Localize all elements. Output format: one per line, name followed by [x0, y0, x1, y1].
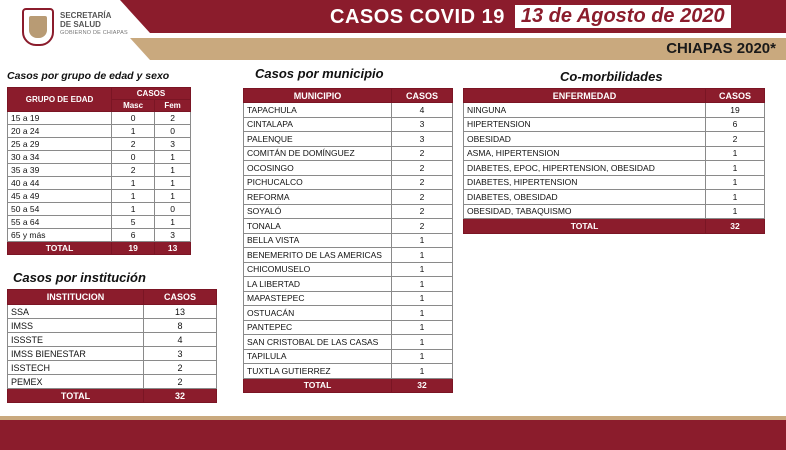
- cases-cell: 1: [392, 320, 453, 335]
- title-box: [330, 4, 731, 30]
- page-footer: [0, 420, 786, 450]
- cases-cell: 2: [392, 204, 453, 219]
- cases-cell: 4: [392, 103, 453, 118]
- total-row: [464, 219, 765, 234]
- total-masc: 19: [112, 242, 155, 255]
- page-header: [0, 0, 786, 40]
- municipality-name-cell: REFORMA: [244, 190, 392, 205]
- comorbidity-section-title: Co-morbilidades: [560, 69, 663, 84]
- table-row: [464, 161, 765, 176]
- table-row: [244, 262, 453, 277]
- table-row: [244, 132, 453, 147]
- fem-count-cell: 1: [155, 190, 191, 203]
- cases-cell: 1: [706, 190, 765, 205]
- institution-name-cell: SSA: [8, 305, 144, 319]
- comorbidity-table: [463, 88, 765, 234]
- fem-count-cell: 1: [155, 151, 191, 164]
- age-section-title: Casos por grupo de edad y sexo: [7, 70, 170, 82]
- cases-cell: 2: [392, 219, 453, 234]
- table-row: [8, 347, 217, 361]
- cases-cell: 2: [392, 146, 453, 161]
- disease-name-cell: HIPERTENSION: [464, 117, 706, 132]
- cases-cell: 19: [706, 103, 765, 118]
- cases-cell: 1: [392, 306, 453, 321]
- fem-count-cell: 1: [155, 177, 191, 190]
- municipality-name-cell: SAN CRISTOBAL DE LAS CASAS: [244, 335, 392, 350]
- cases-cell: 1: [392, 248, 453, 263]
- fem-header: Fem: [155, 100, 191, 112]
- masc-count-cell: 1: [112, 177, 155, 190]
- institution-table: [7, 289, 217, 403]
- total-row: [244, 378, 453, 393]
- cases-cell: 2: [392, 175, 453, 190]
- cases-cell: 1: [392, 277, 453, 292]
- table-row: [464, 103, 765, 118]
- municipality-name-cell: PANTEPEC: [244, 320, 392, 335]
- cases-cell: 1: [392, 349, 453, 364]
- age-group-cell: 30 a 34: [8, 151, 112, 164]
- institution-name-cell: PEMEX: [8, 375, 144, 389]
- table-row: [244, 103, 453, 118]
- table-row: [8, 125, 191, 138]
- cases-cell: 2: [706, 132, 765, 147]
- table-row: [8, 319, 217, 333]
- age-table: [7, 87, 191, 255]
- municipality-table: [243, 88, 453, 393]
- age-group-cell: 35 a 39: [8, 164, 112, 177]
- comorbidity-cases-header: CASOS: [706, 89, 765, 103]
- municipality-name-cell: BENEMERITO DE LAS AMERICAS: [244, 248, 392, 263]
- total-label: TOTAL: [8, 389, 144, 403]
- cases-cell: 1: [706, 204, 765, 219]
- fem-count-cell: 0: [155, 125, 191, 138]
- table-row: [244, 248, 453, 263]
- fem-count-cell: 0: [155, 203, 191, 216]
- cases-cell: 13: [144, 305, 217, 319]
- fem-count-cell: 2: [155, 112, 191, 125]
- masc-count-cell: 0: [112, 112, 155, 125]
- table-row: [464, 117, 765, 132]
- masc-count-cell: 0: [112, 151, 155, 164]
- table-row: [8, 151, 191, 164]
- table-row: [8, 375, 217, 389]
- institution-cases-header: CASOS: [144, 290, 217, 305]
- total-fem: 13: [155, 242, 191, 255]
- masc-count-cell: 2: [112, 164, 155, 177]
- table-row: [8, 216, 191, 229]
- masc-count-cell: 5: [112, 216, 155, 229]
- region-subtitle: CHIAPAS 2020*: [666, 40, 776, 57]
- table-row: [8, 138, 191, 151]
- table-row: [244, 117, 453, 132]
- report-date: 13 de Agosto de 2020: [515, 5, 731, 30]
- cases-cell: 8: [144, 319, 217, 333]
- cases-cell: 4: [144, 333, 217, 347]
- table-row: [244, 204, 453, 219]
- total-row: [8, 242, 191, 255]
- health-secretariat-logo: [22, 8, 147, 52]
- table-row: [244, 306, 453, 321]
- institution-header: INSTITUCION: [8, 290, 144, 305]
- municipality-section-title: Casos por municipio: [255, 66, 384, 81]
- cases-cell: 1: [706, 161, 765, 176]
- fem-count-cell: 1: [155, 164, 191, 177]
- cases-cell: 1: [392, 335, 453, 350]
- age-group-cell: 45 a 49: [8, 190, 112, 203]
- table-row: [8, 361, 217, 375]
- table-row: [464, 175, 765, 190]
- cases-cell: 1: [392, 233, 453, 248]
- fem-count-cell: 3: [155, 138, 191, 151]
- cases-cell: 3: [392, 132, 453, 147]
- age-group-cell: 20 a 24: [8, 125, 112, 138]
- masc-count-cell: 6: [112, 229, 155, 242]
- table-row: [244, 190, 453, 205]
- cases-cell: 2: [392, 161, 453, 176]
- age-group-cell: 55 a 64: [8, 216, 112, 229]
- logo-text: SECRETARÍA DE SALUD GOBIERNO DE CHIAPAS: [60, 11, 128, 36]
- age-group-cell: 40 a 44: [8, 177, 112, 190]
- disease-header: ENFERMEDAD: [464, 89, 706, 103]
- cases-cell: 3: [392, 117, 453, 132]
- age-group-cell: 15 a 19: [8, 112, 112, 125]
- municipality-name-cell: CHICOMUSELO: [244, 262, 392, 277]
- table-row: [8, 177, 191, 190]
- table-row: [244, 233, 453, 248]
- municipality-name-cell: MAPASTEPEC: [244, 291, 392, 306]
- cases-cell: 1: [392, 291, 453, 306]
- table-row: [244, 277, 453, 292]
- total-value: 32: [144, 389, 217, 403]
- cases-cell: 6: [706, 117, 765, 132]
- disease-name-cell: NINGUNA: [464, 103, 706, 118]
- table-row: [244, 161, 453, 176]
- table-row: [244, 364, 453, 379]
- municipality-name-cell: CINTALAPA: [244, 117, 392, 132]
- table-row: [244, 335, 453, 350]
- municipality-name-cell: OCOSINGO: [244, 161, 392, 176]
- table-row: [464, 132, 765, 147]
- total-label: TOTAL: [244, 378, 392, 393]
- age-group-cell: 50 a 54: [8, 203, 112, 216]
- cases-cell: 1: [392, 262, 453, 277]
- disease-name-cell: DIABETES, OBESIDAD: [464, 190, 706, 205]
- table-row: [244, 320, 453, 335]
- municipality-header: MUNICIPIO: [244, 89, 392, 103]
- table-row: [244, 219, 453, 234]
- seal-icon: [22, 8, 54, 46]
- table-row: [8, 229, 191, 242]
- table-row: [244, 146, 453, 161]
- table-row: [464, 204, 765, 219]
- cases-cell: 1: [706, 175, 765, 190]
- institution-section-title: Casos por institución: [13, 270, 146, 285]
- cases-cell: 1: [392, 364, 453, 379]
- masc-count-cell: 1: [112, 125, 155, 138]
- total-label: TOTAL: [464, 219, 706, 234]
- municipality-name-cell: OSTUACÁN: [244, 306, 392, 321]
- table-row: [8, 164, 191, 177]
- institution-name-cell: ISSTECH: [8, 361, 144, 375]
- municipality-name-cell: TUXTLA GUTIERREZ: [244, 364, 392, 379]
- municipality-name-cell: SOYALÓ: [244, 204, 392, 219]
- municipality-cases-header: CASOS: [392, 89, 453, 103]
- cases-cell: 2: [144, 361, 217, 375]
- table-row: [244, 175, 453, 190]
- institution-name-cell: ISSSTE: [8, 333, 144, 347]
- page-title: CASOS COVID 19: [330, 5, 505, 28]
- masc-count-cell: 1: [112, 190, 155, 203]
- municipality-name-cell: PICHUCALCO: [244, 175, 392, 190]
- cases-cell: 3: [144, 347, 217, 361]
- table-row: [244, 291, 453, 306]
- masc-count-cell: 1: [112, 203, 155, 216]
- masc-count-cell: 2: [112, 138, 155, 151]
- age-group-cell: 65 y más: [8, 229, 112, 242]
- table-row: [464, 190, 765, 205]
- cases-cell: 1: [706, 146, 765, 161]
- age-group-cell: 25 a 29: [8, 138, 112, 151]
- municipality-name-cell: TAPILULA: [244, 349, 392, 364]
- disease-name-cell: OBESIDAD, TABAQUISMO: [464, 204, 706, 219]
- cases-header: CASOS: [112, 88, 191, 100]
- municipality-name-cell: COMITÁN DE DOMÍNGUEZ: [244, 146, 392, 161]
- table-row: [8, 333, 217, 347]
- municipality-name-cell: TONALA: [244, 219, 392, 234]
- municipality-name-cell: PALENQUE: [244, 132, 392, 147]
- total-value: 32: [392, 378, 453, 393]
- table-row: [8, 203, 191, 216]
- table-row: [8, 190, 191, 203]
- total-value: 32: [706, 219, 765, 234]
- table-row: [244, 349, 453, 364]
- masc-header: Masc: [112, 100, 155, 112]
- institution-name-cell: IMSS BIENESTAR: [8, 347, 144, 361]
- cases-cell: 2: [144, 375, 217, 389]
- disease-name-cell: ASMA, HIPERTENSION: [464, 146, 706, 161]
- age-group-header: GRUPO DE EDAD: [8, 88, 112, 112]
- disease-name-cell: OBESIDAD: [464, 132, 706, 147]
- table-row: [8, 112, 191, 125]
- municipality-name-cell: LA LIBERTAD: [244, 277, 392, 292]
- municipality-name-cell: BELLA VISTA: [244, 233, 392, 248]
- disease-name-cell: DIABETES, HIPERTENSION: [464, 175, 706, 190]
- table-row: [8, 305, 217, 319]
- fem-count-cell: 1: [155, 216, 191, 229]
- fem-count-cell: 3: [155, 229, 191, 242]
- total-row: [8, 389, 217, 403]
- disease-name-cell: DIABETES, EPOC, HIPERTENSION, OBESIDAD: [464, 161, 706, 176]
- table-row: [464, 146, 765, 161]
- cases-cell: 2: [392, 190, 453, 205]
- total-label: TOTAL: [8, 242, 112, 255]
- institution-name-cell: IMSS: [8, 319, 144, 333]
- municipality-name-cell: TAPACHULA: [244, 103, 392, 118]
